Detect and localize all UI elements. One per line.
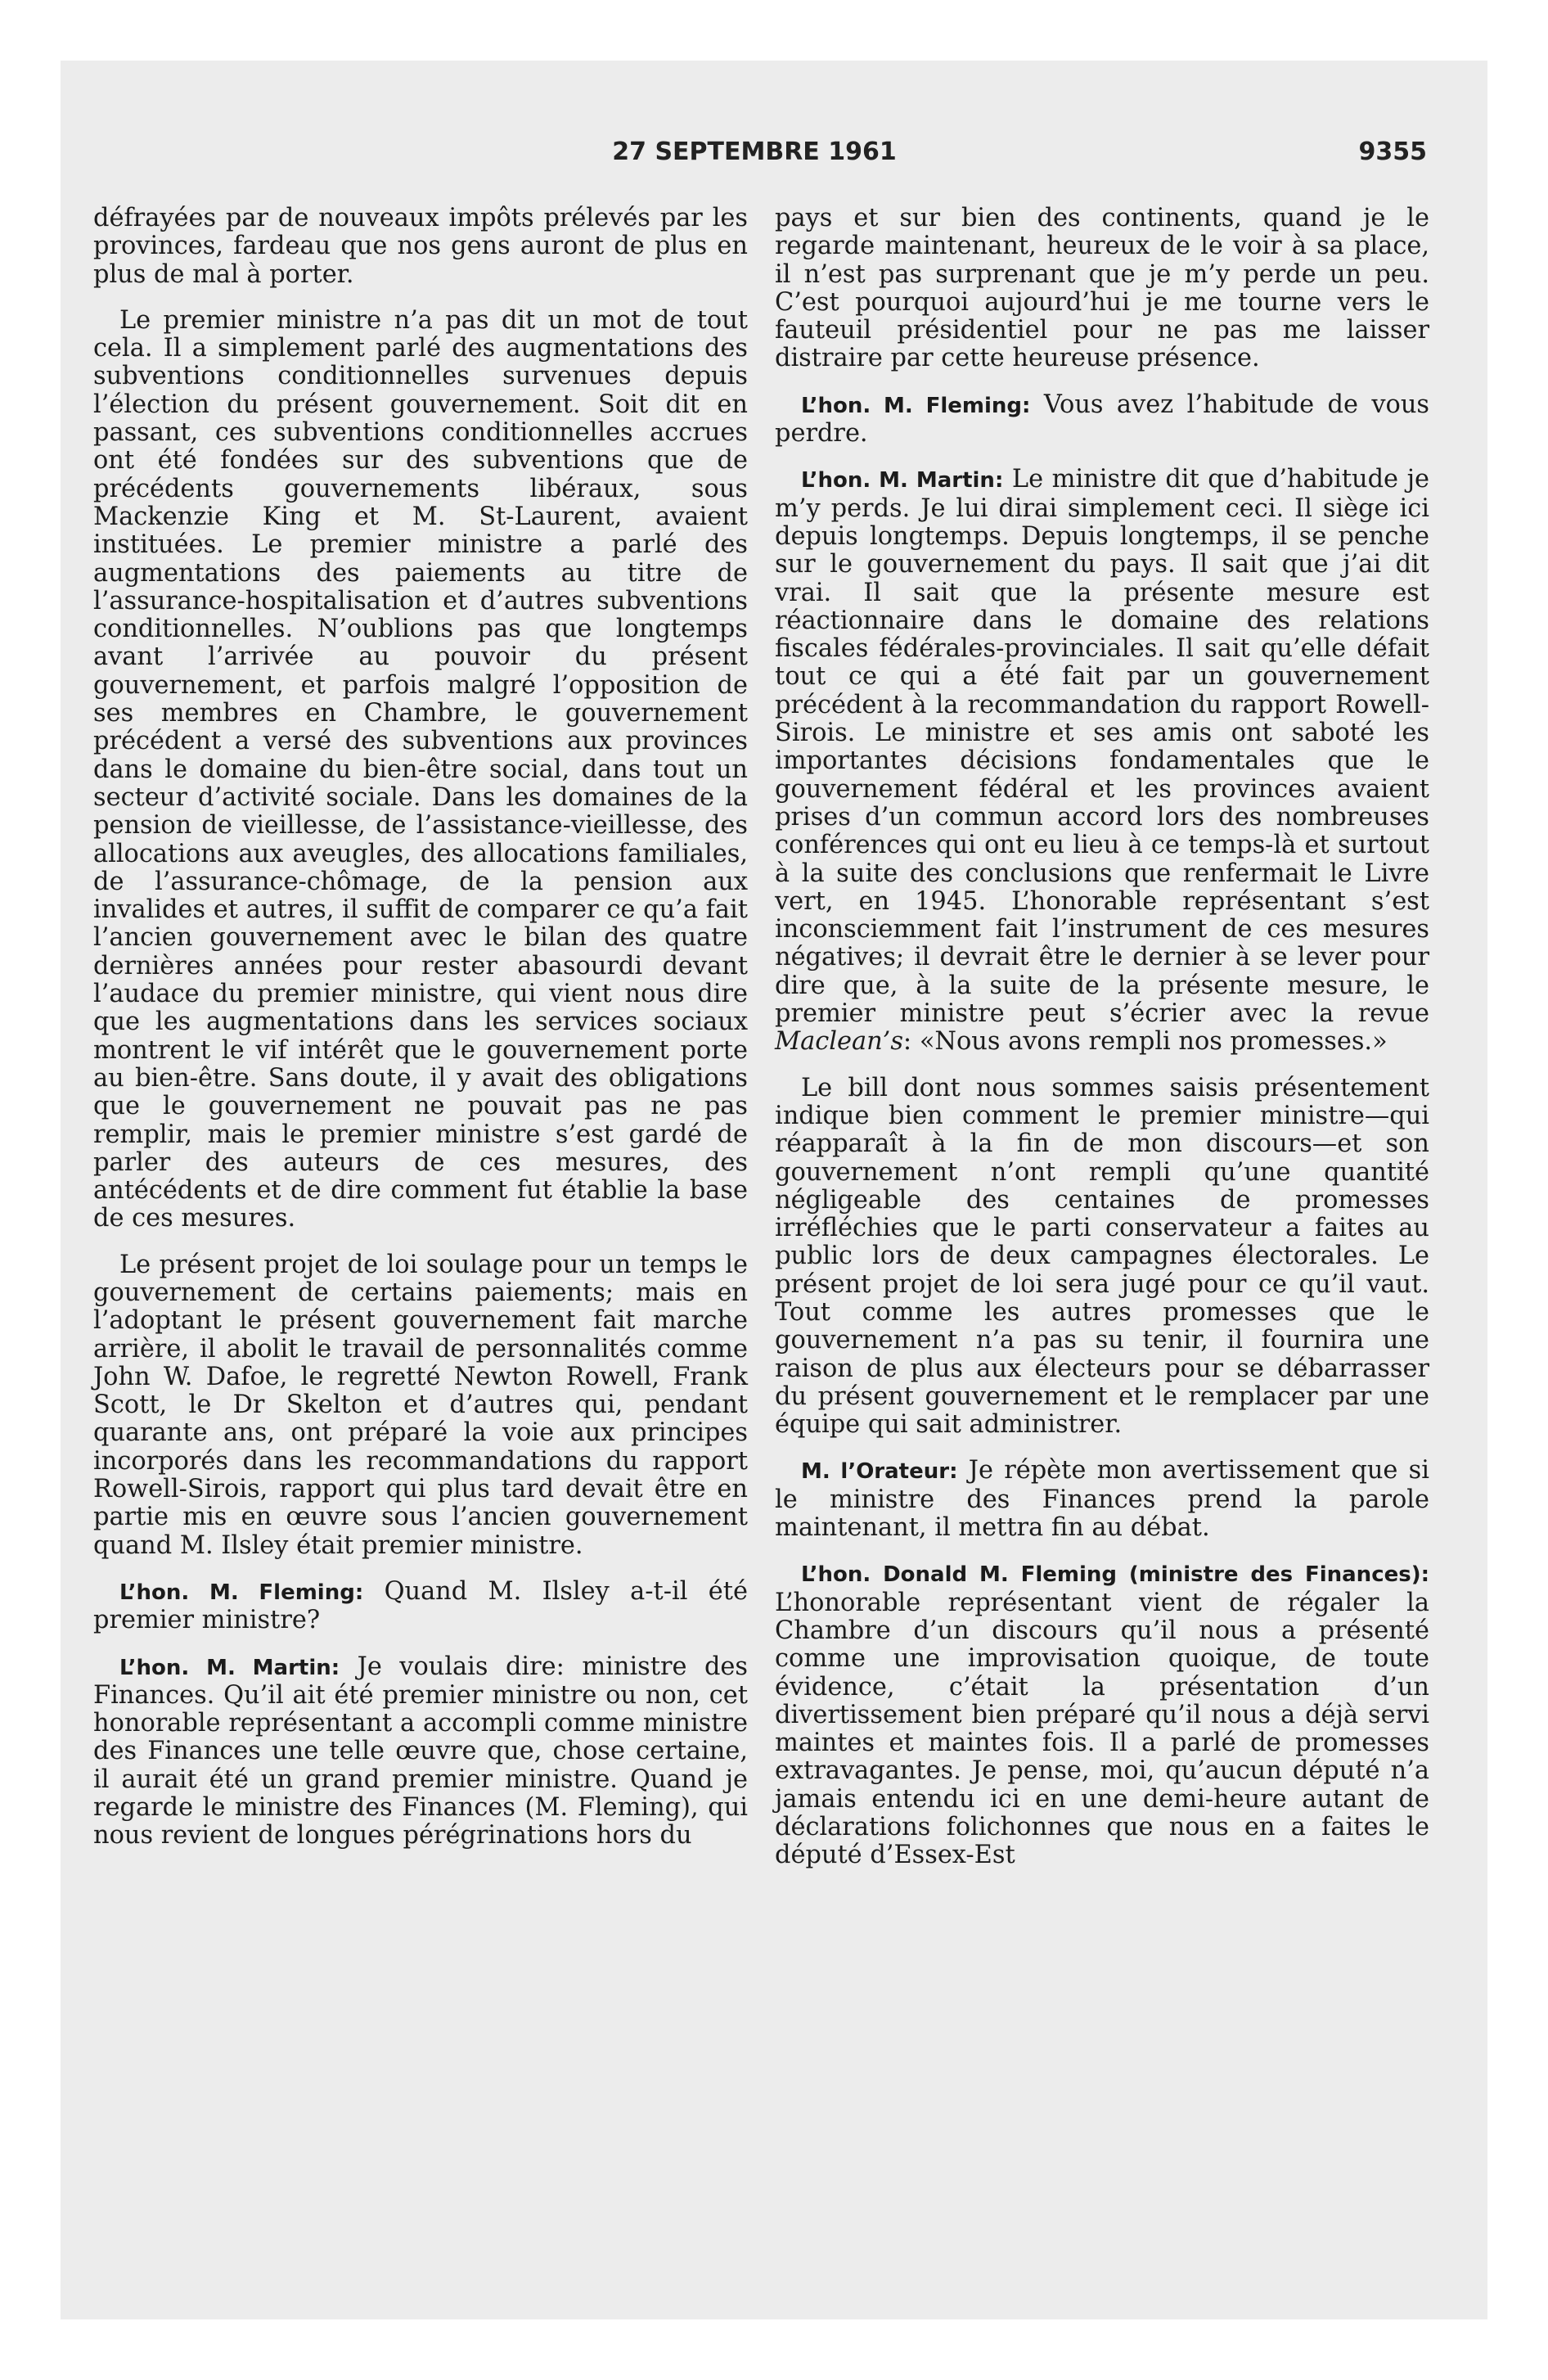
page-number: 9355: [1358, 137, 1427, 166]
speaker-name: L’hon. M. Martin:: [801, 468, 1004, 494]
paragraph-text: Je voulais dire: ministre des Finances. Qu’il ait été premier ministre ou non, cet honorable représentant a accompli comme ministre des Finances une telle œuvre que, chose certaine, il aurait été un grand premier ministre. Quand je regarde le ministre des Finances (M. Fleming), qui nous revient de longues pérégrinations hors du: [93, 1652, 748, 1850]
paragraph-text: Vous avez l’habitude de vous perdre.: [775, 390, 1429, 449]
paragraph-text: pays et sur bien des continents, quand je le regarde maintenant, heureux de le voir à sa place, il n’est pas surprenant que je m’y perde un peu. C’est pourquoi aujourd’hui je me tourne vers le fauteuil présidentiel pour ne pas me laisser distraire par cette heureuse présence.: [775, 204, 1429, 373]
paragraph: [775, 466, 1429, 1056]
speaker-name: L’hon. Donald M. Fleming (ministre des Finances):: [801, 1562, 1429, 1588]
paragraph-text: Je répète mon avertissement que si le ministre des Finances prend la parole maintenant, il mettra fin au débat.: [775, 1456, 1429, 1543]
paragraph: [93, 1251, 748, 1560]
paragraph: [93, 1578, 748, 1635]
paragraph: [93, 205, 748, 289]
paragraph-text: L’honorable représentant vient de régaler la Chambre d’un discours qu’il nous a présenté comme une improvisation quoique, de toute évidence, c’était la présentation d’un divertissement bien préparé qu’il nous a déjà servi maintes et maintes fois. Il a parlé de promesses extravagantes. Je pense, moi, qu’aucun député n’a jamais entendu ici en une demi-heure autant de déclarations folichonnes que nous en a faites le député d’Essex-Est: [775, 1588, 1429, 1870]
paragraph: [93, 1653, 748, 1850]
paragraph-text: Quand M. Ilsley a-t-il été premier ministre?: [93, 1576, 748, 1635]
paragraph: [775, 1560, 1429, 1869]
paragraph-text: Le présent projet de loi soulage pour un temps le gouvernement de certains paiements; mais en l’adoptant le présent gouvernement fait marche arrière, il abolit le travail de personnalités comme John W. Dafoe, le regretté Newton Rowell, Frank Scott, le Dr Skelton et d’autres qui, pendant quarante ans, ont préparé la voie aux principes incorporés dans les recommandations du rapport Rowell-Sirois, rapport qui plus tard devait être en partie mis en œuvre sous l’ancien gouvernement quand M. Ilsley était premier ministre.: [93, 1250, 748, 1560]
header-date: 27 SEPTEMBRE 1961: [612, 137, 897, 166]
right-column: [775, 205, 1429, 1870]
paragraph-text: Le premier ministre n’a pas dit un mot de tout cela. Il a simplement parlé des augmentations des subventions conditionnelles survenues depuis l’élection du présent gouvernement. Soit dit en passant, ces subventions conditionnelles accrues ont été fondées sur des subventions que de précédents gouvernements libéraux, sous Mackenzie King et M. St-Laurent, avaient instituées. Le premier ministre a parlé des augmentations des paiements au titre de l’assurance-hospitalisation et d’autres subventions conditionnelles. N’oublions pas que longtemps avant l’arrivée au pouvoir du présent gouvernement, et parfois malgré l’opposition de ses membres en Chambre, le gouvernement précédent a versé des subventions aux provinces dans le domaine du bien-être social, dans tout un secteur d’activité sociale. Dans les domaines de la pension de vieillesse, de l’assistance-vieillesse, des allocations aux aveugles, des allocations familiales, de l’assurance-chômage, de la pension aux invalides et autres, il suffit de comparer ce qu’a fait l’ancien gouvernement avec le bilan des quatre dernières années pour rester abasourdi devant l’audace du premier ministre, qui vient nous dire que les augmentations dans les services sociaux montrent le vif intérêt que le gouvernement porte au bien-être. Sans doute, il y avait des obligations que le gouvernement ne pouvait pas ne pas remplir, mais le premier ministre s’est gardé de parler des auteurs de ces mesures, des antécédents et de dire comment fut établie la base de ces mesures.: [93, 305, 748, 1233]
page-header: [82, 137, 1427, 178]
speaker-name: L’hon. M. Fleming:: [801, 393, 1031, 418]
paragraph: [93, 307, 748, 1233]
paragraph-text: Le ministre dit que d’habitude je m’y perds. Je lui dirai simplement ceci. Il siège ici depuis longtemps. Depuis longtemps, il se penche sur le gouvernement du pays. Il sait que j’ai dit vrai. Il sait que la présente mesure est réactionnaire dans le domaine des relations fiscales fédérales-provinciales. Il sait qu’elle défait tout ce qui a été fait par un gouvernement précédent à la recommandation du rapport Rowell-Sirois. Le ministre et ses amis ont saboté les importantes décisions fondamentales que le gouvernement fédéral et les provinces avaient prises d’un commun accord lors des nombreuses conférences qui ont eu lieu à ce temps-là et surtout à la suite des conclusions que renfermait le Livre vert, en 1945. L’honorable représentant s’est inconsciemment fait l’instrument de ces mesures négatives; il devrait être le dernier à se lever pour dire que, à la suite de la présente mesure, le premier ministre peut s’écrier avec la revue: [775, 465, 1429, 1029]
paragraph: [775, 391, 1429, 449]
paragraph: [775, 1457, 1429, 1542]
speaker-name: L’hon. M. Martin:: [119, 1655, 340, 1680]
paragraph: [775, 1075, 1429, 1440]
paragraph-text: : «Nous avons rempli nos promesses.»: [902, 1027, 1388, 1057]
paragraph: [775, 205, 1429, 373]
speaker-name: L’hon. M. Fleming:: [119, 1580, 364, 1605]
paragraph-text: Le bill dont nous sommes saisis présentement indique bien comment le premier ministre—qui réapparaît à la fin de mon discours—et son gouvernement n’ont rempli qu’une quantité négligeable des centaines de promesses irréfléchies que le parti conservateur a faites au public lors de deux campagnes électorales. Le présent projet de loi sera jugé pour ce qu’il vaut. Tout comme les autres promesses que le gouvernement n’a pas su tenir, il fournira une raison de plus aux électeurs pour se débarrasser du présent gouvernement et le remplacer par une équipe qui sait administrer.: [775, 1073, 1429, 1440]
magazine-title: Maclean’s: [775, 1027, 903, 1057]
paragraph-text: défrayées par de nouveaux impôts prélevés par les provinces, fardeau que nos gens auront de plus en plus de mal à porter.: [93, 204, 748, 289]
speaker-name: M. l’Orateur:: [801, 1459, 958, 1485]
left-column: [93, 205, 748, 1850]
